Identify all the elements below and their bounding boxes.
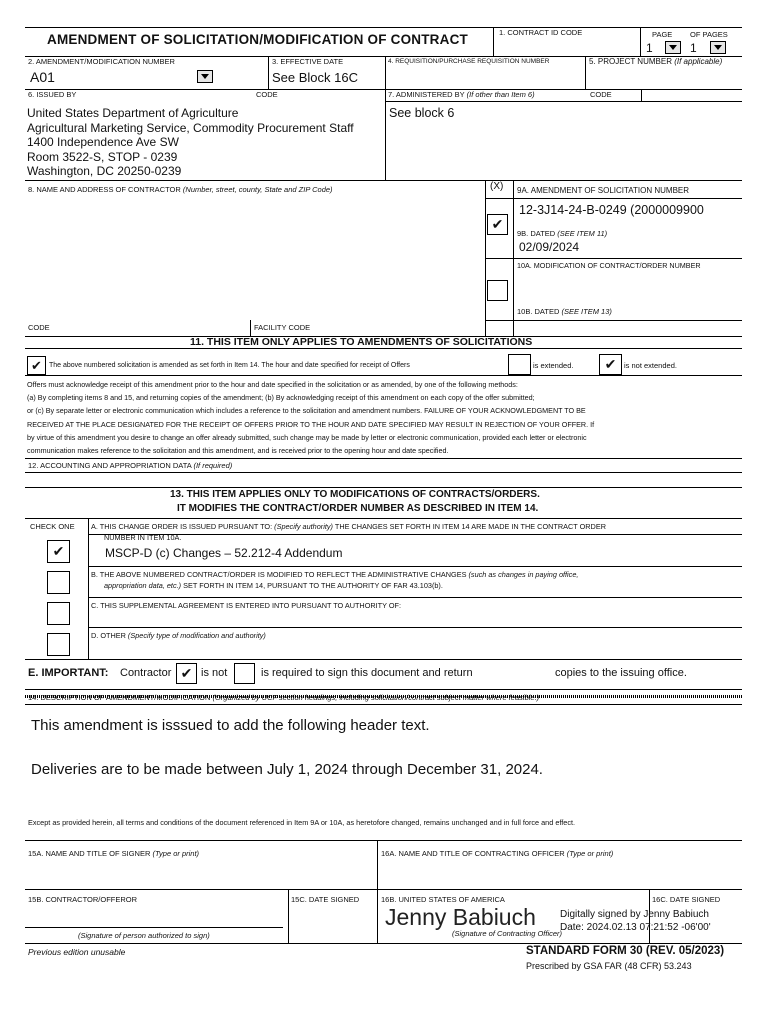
item-13a-line1 (91, 522, 606, 531)
not-extended-checkbox[interactable]: ✔ (599, 354, 622, 375)
previous-edition-note: Previous edition unusable (28, 947, 126, 957)
item-14-label (28, 693, 539, 702)
usa-16b-label: 16B. UNITED STATES OF AMERICA (381, 895, 505, 904)
item-9b-label-text: 9B. DATED (517, 229, 556, 238)
page-label: PAGE (652, 30, 673, 39)
officer-signature-note: (Signature of Contracting Officer) (452, 929, 563, 938)
instruction-line-3: or (c) By separate letter or electronic communication which includes a reference to the solicitation and amendment numbers. FAILURE OF YOUR ACKNOWLEDGMENT TO BE (27, 406, 586, 416)
address-line-1: United States Department of Agriculture (27, 106, 239, 120)
form-number: STANDARD FORM 30 (REV. 05/2023) (526, 945, 725, 957)
item-10b-note: (SEE ITEM 13) (561, 307, 612, 316)
officer-16a-label (381, 849, 613, 858)
of-pages-label: OF PAGES (690, 30, 728, 39)
is-required-label: is required to sign this document and return (261, 667, 473, 679)
item-13d-note: (Specify type of modification and authority) (127, 631, 266, 640)
item-13a-line1-text: A. THIS CHANGE ORDER IS ISSUED PURSUANT TO: (91, 522, 273, 531)
item-14-note: (Organized by UCF section headings, including solicitation/contract subject matter where feasible.) (212, 693, 540, 702)
item-11-title: 11. THIS ITEM ONLY APPLIES TO AMENDMENTS OF SOLICITATIONS (190, 336, 533, 348)
copies-label: copies to the issuing office. (555, 667, 687, 679)
amendment-number-label: 2. AMENDMENT/MODIFICATION NUMBER (28, 57, 175, 66)
administered-by-note: (If other than Item 6) (466, 90, 535, 99)
item-13d-line-text: D. OTHER (91, 631, 126, 640)
administered-code-label: CODE (590, 90, 612, 99)
instruction-line-2: (a) By completing items 8 and 15, and returning copies of the amendment; (b) By acknowledging receipt of this amendment on each copy of the offer submitted; (27, 393, 535, 403)
administered-by-label-text: 7. ADMINISTERED BY (388, 90, 465, 99)
date-15c-label: 15C. DATE SIGNED (291, 895, 360, 904)
item-11-line1: The above numbered solicitation is amended as set forth in Item 14. The hour and date specified for receipt of Offers (49, 362, 410, 369)
x-column-label: (X) (490, 181, 504, 192)
form-title: AMENDMENT OF SOLICITATION/MODIFICATION OF CONTRACT (47, 32, 468, 47)
item-11-instructions (27, 378, 594, 457)
item-12-note: (If required) (193, 461, 233, 470)
item-13c-checkbox[interactable] (47, 602, 70, 625)
project-number-label (589, 57, 722, 66)
item-10b-label (517, 307, 612, 316)
item-14-label-text: 14. DESCRIPTION OF AMENDMENT/MODIFICATION (28, 693, 211, 702)
item-13d-checkbox[interactable] (47, 633, 70, 656)
check-one-label: CHECK ONE (30, 522, 75, 531)
item-14-text-2[interactable]: Deliveries are to be made between July 1, 2024 through December 31, 2024. (31, 761, 543, 778)
contractor-label-text: 8. NAME AND ADDRESS OF CONTRACTOR (28, 185, 181, 194)
facility-code-label: FACILITY CODE (254, 323, 311, 332)
project-number-note: (If applicable) (674, 57, 723, 66)
address-line-2: Agricultural Marketing Service, Commodity Procurement Staff (27, 120, 354, 135)
administered-by-label (388, 90, 535, 99)
extended-checkbox[interactable] (508, 354, 531, 375)
contractor-15b-label: 15B. CONTRACTOR/OFFEROR (28, 895, 138, 904)
extended-label: is extended. (533, 361, 574, 370)
item-13a-field[interactable]: MSCP-D (c) Changes – 52.212-4 Addendum (105, 546, 343, 560)
page-number: 1 (646, 41, 653, 55)
contractor-code-label: CODE (28, 323, 50, 332)
item-13-title-1: 13. THIS ITEM APPLIES ONLY TO MODIFICATIONS OF CONTRACTS/ORDERS. (170, 489, 540, 500)
terms-footer-text: Except as provided herein, all terms and conditions of the document referenced in Item 9A or 10A, as heretofore changed, remains unchanged and in full force and effect. (28, 818, 576, 827)
item-11-checkbox[interactable]: ✔ (27, 356, 46, 375)
signer-15a-label (28, 849, 199, 858)
item-10-checkbox[interactable] (487, 280, 508, 301)
issued-by-address[interactable] (27, 106, 354, 179)
item-9a-label: 9A. AMENDMENT OF SOLICITATION NUMBER (517, 186, 690, 195)
item-13b-line2 (104, 581, 443, 590)
item-14-text-1[interactable]: This amendment is isssued to add the following header text. (31, 717, 430, 734)
contractor-signature-note: (Signature of person authorized to sign) (78, 931, 210, 940)
item-12-label (28, 461, 232, 470)
of-pages-dropdown[interactable] (710, 41, 726, 54)
contractor-label-note: (Number, street, county, State and ZIP Code) (182, 185, 333, 194)
item-13b-line2-italic: appropriation data, etc.) (104, 581, 182, 590)
is-required-checkbox[interactable] (234, 663, 255, 684)
item-13b-line1-text: B. THE ABOVE NUMBERED CONTRACT/ORDER IS MODIFIED TO REFLECT THE ADMINISTRATIVE CHANGES (91, 570, 467, 579)
contracting-officer-signature: Jenny Babiuch (385, 904, 536, 930)
page-dropdown[interactable] (665, 41, 681, 54)
contract-id-label: 1. CONTRACT ID CODE (499, 28, 583, 37)
item-13a-line1b: THE CHANGES SET FORTH IN ITEM 14 ARE MADE IN THE CONTRACT ORDER (334, 522, 606, 531)
item-13-title-2: IT MODIFIES THE CONTRACT/ORDER NUMBER AS DESCRIBED IN ITEM 14. (177, 503, 539, 514)
requisition-label: 4. REQUISITION/PURCHASE REQUISITION NUMBER (388, 58, 550, 65)
of-pages-number: 1 (690, 41, 697, 55)
item-9-checkbox[interactable]: ✔ (487, 214, 508, 235)
address-line-4: Room 3522-S, STOP - 0239 (27, 149, 178, 164)
instruction-line-4: RECEIVED AT THE PLACE DESIGNATED FOR THE RECEIPT OF OFFERS PRIOR TO THE HOUR AND DATE SPECIFIED MAY RESULT IN REJECTION OF YOUR OFFER. If (27, 419, 595, 429)
item-13c-line: C. THIS SUPPLEMENTAL AGREEMENT IS ENTERED INTO PURSUANT TO AUTHORITY OF: (91, 601, 402, 610)
item-13b-note: (such as changes in paying office, (468, 570, 579, 579)
instruction-line-1: Offers must acknowledge receipt of this amendment prior to the hour and date specified in the solicitation or as amended, by one of the following methods: (27, 380, 518, 389)
item-9b-note: (SEE ITEM 11) (557, 229, 608, 238)
instruction-line-6: communication makes reference to the solicitation and this amendment, and is received prior to the opening hour and date specified. (27, 446, 449, 456)
issued-by-code-label: CODE (256, 90, 278, 99)
amendment-number-dropdown[interactable] (197, 70, 213, 83)
item-13b-line1 (91, 570, 578, 579)
item-13a-line2: NUMBER IN ITEM 10A. (104, 533, 182, 542)
date-16c-label: 16C. DATE SIGNED (652, 895, 721, 904)
item-9a-field[interactable]: 12-3J14-24-B-0249 (2000009900 (519, 203, 704, 217)
important-label: E. IMPORTANT: (28, 667, 109, 679)
address-line-5: Washington, DC 20250-0239 (27, 164, 182, 178)
amendment-number-field[interactable]: A01 (30, 69, 55, 85)
administered-by-field[interactable]: See block 6 (389, 106, 455, 120)
item-13a-checkbox[interactable]: ✔ (47, 540, 70, 563)
digital-signature-line-2: Date: 2024.02.13 07:21:52 -06'00' (560, 922, 711, 933)
not-extended-label: is not extended. (624, 361, 677, 370)
signer-15a-note: (Type or print) (152, 849, 200, 858)
prescribed-by: Prescribed by GSA FAR (48 CFR) 53.243 (526, 961, 692, 971)
issued-by-label: 6. ISSUED BY (28, 90, 77, 99)
item-10b-label-text: 10B. DATED (517, 307, 560, 316)
item-9b-field[interactable]: 02/09/2024 (519, 240, 580, 254)
effective-date-label: 3. EFFECTIVE DATE (272, 57, 344, 66)
is-not-checkbox[interactable]: ✔ (176, 663, 197, 684)
item-13a-note: (Specify authority) (274, 522, 333, 531)
item-12-label-text: 12. ACCOUNTING AND APPROPRIATION DATA (28, 461, 192, 470)
officer-16a-label-text: 16A. NAME AND TITLE OF CONTRACTING OFFICER (381, 849, 565, 858)
item-13b-checkbox[interactable] (47, 571, 70, 594)
is-not-label: is not (201, 667, 228, 679)
item-9b-label (517, 229, 607, 238)
project-number-label-text: 5. PROJECT NUMBER (589, 57, 672, 66)
item-13b-line2b: SET FORTH IN ITEM 14, PURSUANT TO THE AUTHORITY OF FAR 43.103(b). (183, 581, 443, 590)
signer-15a-label-text: 15A. NAME AND TITLE OF SIGNER (28, 849, 151, 858)
officer-16a-note: (Type or print) (566, 849, 614, 858)
digital-signature-line-1: Digitally signed by Jenny Babiuch (560, 909, 709, 920)
effective-date-field[interactable]: See Block 16C (272, 70, 358, 85)
address-line-3: 1400 Independence Ave SW (27, 135, 179, 149)
important-contractor: Contractor (120, 667, 172, 679)
instruction-line-5: by virtue of this amendment you desire to change an offer already submitted, such change may be made by letter or electronic communication, provided each letter or electronic (27, 432, 587, 442)
item-10a-label: 10A. MODIFICATION OF CONTRACT/ORDER NUMBER (517, 261, 701, 270)
contractor-label (28, 185, 333, 194)
item-13d-line (91, 631, 266, 640)
